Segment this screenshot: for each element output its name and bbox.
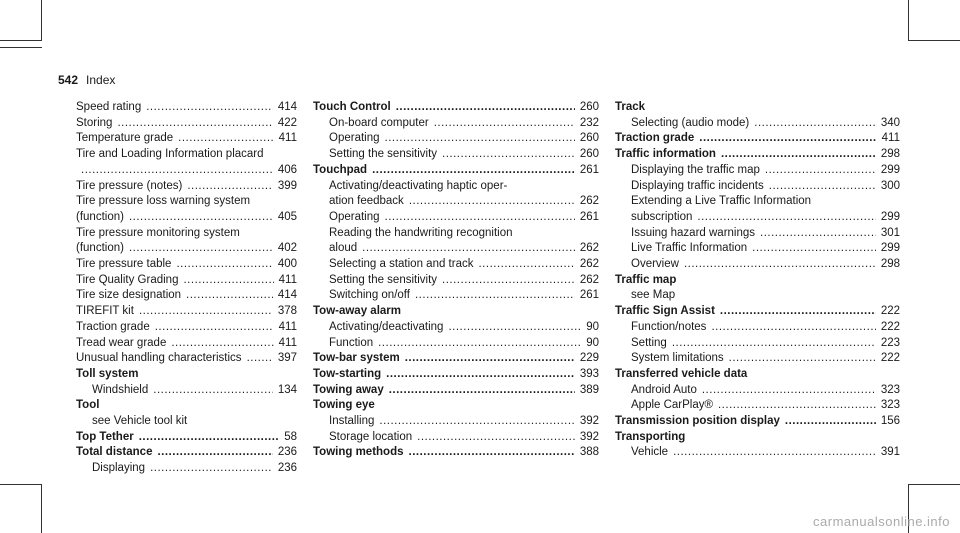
leader-dots: [684, 257, 876, 273]
index-entry: [76, 273, 297, 289]
page-reference: 262: [579, 273, 599, 286]
entry-label: Transmission position display: [615, 415, 780, 428]
page-reference: 406: [277, 163, 297, 176]
page-reference: 400: [277, 258, 297, 271]
index-entry: [313, 226, 599, 242]
entry-label: System limitations: [631, 352, 724, 365]
index-heading: [615, 304, 900, 320]
index-entry: [76, 100, 297, 116]
index-entry: [615, 194, 900, 210]
leader-dots: [139, 430, 279, 446]
entry-label: Unusual handling characteristics: [76, 352, 242, 365]
leader-dots: [117, 116, 272, 132]
page-reference: 392: [579, 415, 599, 428]
page-reference: 402: [277, 242, 297, 255]
leader-dots: [378, 336, 581, 352]
index-heading: [313, 304, 599, 320]
index-entry: [76, 147, 297, 163]
page-reference: 392: [579, 430, 599, 443]
page-reference: 232: [579, 116, 599, 129]
entry-label: Selecting a station and track: [329, 258, 474, 271]
leader-dots: [672, 336, 876, 352]
entry-label: Tow-away alarm: [313, 305, 401, 318]
entry-label: Installing: [329, 415, 375, 428]
leader-dots: [448, 320, 581, 336]
page-reference: 399: [277, 179, 297, 192]
index-entry: [76, 226, 297, 242]
page-reference: 222: [880, 305, 900, 318]
entry-label: Tire and Loading Information placard: [76, 148, 264, 161]
leader-dots: [389, 383, 575, 399]
leader-dots: [171, 336, 273, 352]
entry-label: Temperature grade: [76, 132, 174, 145]
entry-label: Displaying: [92, 462, 146, 475]
leader-dots: [396, 100, 575, 116]
entry-label: subscription: [631, 210, 693, 223]
index-heading: [313, 398, 599, 414]
entry-label: Storage location: [329, 430, 413, 443]
index-heading: [313, 100, 599, 116]
page-reference: 301: [880, 226, 900, 239]
entry-label: Toll system: [76, 367, 139, 380]
index-entry: [76, 241, 297, 257]
page-reference: 411: [278, 132, 297, 145]
leader-dots: [417, 430, 575, 446]
entry-label: Tool: [76, 399, 100, 412]
index-heading: [615, 367, 900, 383]
crop-mark: [908, 0, 909, 41]
entry-label: Traffic Sign Assist: [615, 305, 715, 318]
page-reference: 298: [880, 148, 900, 161]
leader-dots: [720, 304, 876, 320]
page-reference: 298: [880, 258, 900, 271]
index-entry: [313, 116, 599, 132]
entry-label: Towing methods: [313, 446, 404, 459]
index-entry: [615, 445, 900, 461]
entry-label: Touchpad: [313, 163, 368, 176]
index-column-3: [615, 100, 900, 461]
leader-dots: [721, 147, 876, 163]
entry-label: Towing eye: [313, 399, 375, 412]
leader-dots: [186, 288, 273, 304]
index-entry: [76, 116, 297, 132]
page-reference: 299: [880, 210, 900, 223]
leader-dots: [153, 383, 273, 399]
entry-label: Tread wear grade: [76, 336, 167, 349]
index-entry: [76, 257, 297, 273]
index-entry: [313, 273, 599, 289]
index-entry: [313, 414, 599, 430]
page-reference: 391: [880, 446, 900, 459]
index-entry: [313, 210, 599, 226]
entry-label: Tire pressure monitoring system: [76, 226, 240, 239]
page-reference: 323: [880, 399, 900, 412]
index-entry: [76, 383, 297, 399]
entry-label: Storing: [76, 116, 113, 129]
entry-label: Activating/deactivating haptic oper-: [329, 179, 508, 192]
crop-mark: [0, 47, 42, 48]
index-entry: [615, 351, 900, 367]
page-reference: 411: [881, 132, 900, 145]
index-entry: [313, 194, 599, 210]
leader-dots: [415, 288, 575, 304]
entry-label: Displaying the traffic map: [631, 163, 760, 176]
entry-label: Tire pressure loss warning system: [76, 195, 251, 208]
entry-label: Reading the handwriting recognition: [329, 226, 513, 239]
index-entry: [615, 257, 900, 273]
leader-dots: [785, 414, 876, 430]
index-heading: [76, 367, 297, 383]
page-reference: 90: [586, 336, 599, 349]
entry-label: Extending a Live Traffic Information: [631, 195, 812, 208]
leader-dots: [752, 241, 876, 257]
leader-dots: [729, 351, 876, 367]
index-entry: [313, 147, 599, 163]
index-entry: [615, 163, 900, 179]
crop-mark: [0, 484, 42, 485]
entry-label: Apple CarPlay®: [631, 399, 713, 412]
leader-dots: [155, 320, 274, 336]
index-entry: [313, 241, 599, 257]
leader-dots: [754, 116, 876, 132]
page-reference: 411: [278, 320, 297, 333]
entry-label: Tire Quality Grading: [76, 273, 179, 286]
leader-dots: [183, 273, 273, 289]
page-reference: 262: [579, 195, 599, 208]
index-column-2: [313, 100, 599, 461]
entry-label: Switching on/off: [329, 289, 410, 302]
page-header: [58, 73, 115, 87]
index-column-1: [76, 100, 297, 477]
section-title: Index: [86, 73, 116, 87]
entry-label: Overview: [631, 258, 679, 271]
leader-dots: [760, 226, 876, 242]
index-heading: [313, 351, 599, 367]
page-reference: 262: [579, 258, 599, 271]
watermark-logo: carmanualsonline.info: [813, 514, 950, 529]
leader-dots: [409, 194, 575, 210]
entry-label: Tire pressure (notes): [76, 179, 183, 192]
entry-label: On-board computer: [329, 116, 429, 129]
crop-mark: [0, 40, 42, 41]
index-entry: [76, 336, 297, 352]
entry-label: ation feedback: [329, 195, 404, 208]
page-reference: 389: [579, 383, 599, 396]
leader-dots: [385, 210, 575, 226]
index-heading: [615, 414, 900, 430]
page-reference: 134: [277, 383, 297, 396]
index-entry: [76, 461, 297, 477]
page-reference: 299: [880, 163, 900, 176]
leader-dots: [718, 398, 876, 414]
leader-dots: [702, 383, 876, 399]
index-entry: [76, 210, 297, 226]
leader-dots: [697, 210, 875, 226]
index-entry: [313, 430, 599, 446]
index-entry: [615, 210, 900, 226]
index-heading: [615, 147, 900, 163]
leader-dots: [769, 179, 876, 195]
entry-label: Transporting: [615, 430, 686, 443]
index-entry: [76, 194, 297, 210]
index-heading: [76, 430, 297, 446]
leader-dots: [385, 131, 575, 147]
leader-dots: [409, 445, 575, 461]
index-entry: [615, 241, 900, 257]
entry-label: Displaying traffic incidents: [631, 179, 764, 192]
index-entry: [615, 336, 900, 352]
index-entry: [313, 320, 599, 336]
index-entry: [313, 257, 599, 273]
leader-dots: [405, 351, 575, 367]
index-entry: [615, 288, 900, 304]
entry-label: Tow-starting: [313, 367, 382, 380]
index-entry: [615, 383, 900, 399]
entry-label: Speed rating: [76, 101, 142, 113]
page-reference: 260: [579, 132, 599, 145]
entry-label: Total distance: [76, 446, 153, 459]
page-reference: 261: [579, 289, 599, 302]
index-heading: [76, 398, 297, 414]
entry-label: Setting the sensitivity: [329, 273, 438, 286]
index-entry: [76, 320, 297, 336]
leader-dots: [129, 210, 273, 226]
index-entry: [76, 414, 297, 430]
entry-label: Android Auto: [631, 383, 697, 396]
leader-dots: [81, 163, 273, 179]
index-heading: [615, 430, 900, 446]
entry-label: Selecting (audio mode): [631, 116, 750, 129]
crop-mark: [41, 0, 42, 41]
page-reference: 222: [880, 352, 900, 365]
page-number: 542: [58, 73, 79, 87]
leader-dots: [434, 116, 575, 132]
page-reference: 388: [579, 446, 599, 459]
index-heading: [615, 273, 900, 289]
leader-dots: [176, 257, 272, 273]
leader-dots: [478, 257, 574, 273]
index-entry: [615, 226, 900, 242]
index-entry: [76, 304, 297, 320]
index-entry: [615, 116, 900, 132]
entry-label: Towing away: [313, 383, 384, 396]
page-reference: 414: [277, 289, 297, 302]
leader-dots: [673, 445, 876, 461]
entry-label: Tow-bar system: [313, 352, 400, 365]
leader-dots: [442, 147, 575, 163]
leader-dots: [362, 241, 575, 257]
page-reference: 262: [579, 242, 599, 255]
entry-label: Operating: [329, 210, 380, 223]
entry-label: Live Traffic Information: [631, 242, 748, 255]
crop-mark: [41, 484, 42, 533]
index-heading: [313, 445, 599, 461]
index-entry: [313, 131, 599, 147]
entry-label: see Vehicle tool kit: [92, 415, 188, 428]
entry-label: (function): [76, 242, 124, 255]
crop-mark: [908, 40, 960, 41]
entry-label: Track: [615, 101, 646, 113]
leader-dots: [178, 131, 273, 147]
leader-dots: [699, 131, 876, 147]
index-entry: [615, 179, 900, 195]
leader-dots: [442, 273, 575, 289]
entry-label: Tire pressure table: [76, 258, 172, 271]
index-entry: [76, 288, 297, 304]
page-reference: 90: [586, 320, 599, 333]
index-entry: [76, 163, 297, 179]
page-reference: 261: [579, 163, 599, 176]
leader-dots: [765, 163, 876, 179]
entry-label: Setting the sensitivity: [329, 148, 438, 161]
page-reference: 422: [277, 116, 297, 129]
page-reference: 236: [277, 446, 297, 459]
entry-label: Windshield: [92, 383, 149, 396]
leader-dots: [386, 367, 575, 383]
index-entry: [313, 336, 599, 352]
index-entry: [76, 131, 297, 147]
index-entry: [76, 351, 297, 367]
index-entry: [313, 288, 599, 304]
page-reference: 411: [278, 273, 297, 286]
entry-label: Setting: [631, 336, 667, 349]
entry-label: Traction grade: [76, 320, 150, 333]
entry-label: Function/notes: [631, 320, 707, 333]
index-heading: [615, 131, 900, 147]
entry-label: Function: [329, 336, 374, 349]
leader-dots: [711, 320, 875, 336]
index-entry: [615, 398, 900, 414]
entry-label: Operating: [329, 132, 380, 145]
index-entry: [76, 179, 297, 195]
page-reference: 156: [880, 415, 900, 428]
entry-label: Traction grade: [615, 132, 695, 145]
index-heading: [313, 367, 599, 383]
page-reference: 261: [579, 210, 599, 223]
entry-label: Touch Control: [313, 101, 391, 113]
leader-dots: [129, 241, 273, 257]
leader-dots: [146, 100, 273, 116]
page-reference: 340: [880, 116, 900, 129]
entry-label: Vehicle: [631, 446, 669, 459]
leader-dots: [372, 163, 575, 179]
entry-label: Transferred vehicle data: [615, 367, 748, 380]
entry-label: Top Tether: [76, 430, 134, 443]
index-heading: [313, 163, 599, 179]
leader-dots: [157, 445, 272, 461]
leader-dots: [139, 304, 273, 320]
leader-dots: [247, 351, 273, 367]
page-reference: 393: [579, 367, 599, 380]
page-reference: 260: [579, 148, 599, 161]
index-entry: [615, 320, 900, 336]
page-reference: 300: [880, 179, 900, 192]
entry-label: TIREFIT kit: [76, 305, 134, 318]
page-reference: 260: [579, 101, 599, 113]
page-reference: 397: [277, 352, 297, 365]
page-reference: 223: [880, 336, 900, 349]
entry-label: Activating/deactivating: [329, 320, 444, 333]
page-reference: 222: [880, 320, 900, 333]
crop-mark: [908, 484, 960, 485]
page-reference: 378: [277, 305, 297, 318]
index-entry: [313, 179, 599, 195]
index-heading: [615, 100, 900, 116]
page-reference: 411: [278, 336, 297, 349]
page-reference: 414: [277, 101, 297, 113]
page-reference: 405: [277, 210, 297, 223]
leader-dots: [150, 461, 273, 477]
entry-label: Issuing hazard warnings: [631, 226, 756, 239]
page-reference: 229: [579, 352, 599, 365]
entry-label: Traffic information: [615, 148, 716, 161]
index-heading: [313, 383, 599, 399]
entry-label: Traffic map: [615, 273, 677, 286]
index-heading: [76, 445, 297, 461]
entry-label: (function): [76, 210, 124, 223]
page-reference: 58: [284, 430, 297, 443]
page-reference: 236: [277, 462, 297, 475]
entry-label: aloud: [329, 242, 358, 255]
leader-dots: [379, 414, 574, 430]
page-reference: 299: [880, 242, 900, 255]
entry-label: see Map: [631, 289, 676, 302]
page-reference: 323: [880, 383, 900, 396]
leader-dots: [187, 179, 273, 195]
entry-label: Tire size designation: [76, 289, 182, 302]
